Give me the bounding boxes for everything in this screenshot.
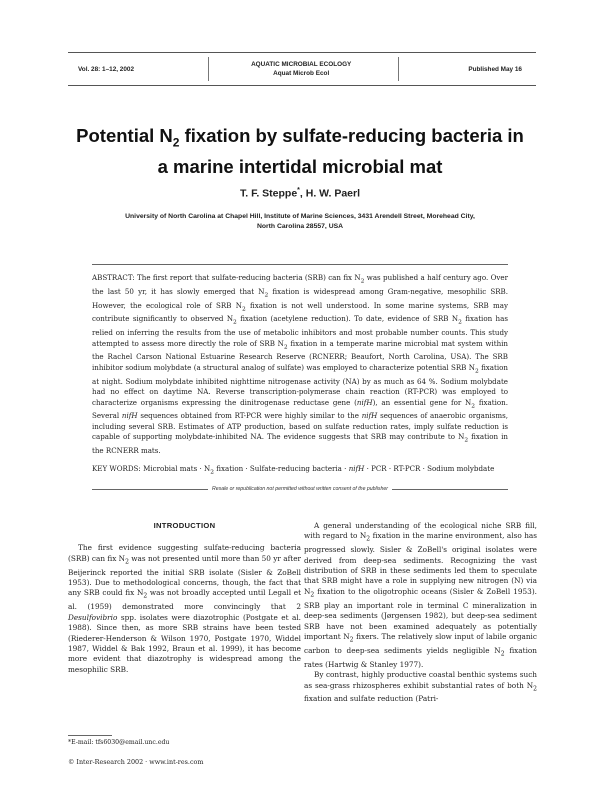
body-column-left xyxy=(68,521,301,675)
article-title: Potential $N_2$ fixation by sulfate-reducing bacteria in a marine intertidal microbial mat xyxy=(76,125,524,177)
copyright: © Inter-Research 2002 · www.int-res.com xyxy=(68,758,204,766)
intro-paragraph-3: By contrast, highly productive coastal benthic systems such as sea-grass rhizospheres exhibit substantial rates of both $N_2$ fixation and sulfate reduction (Patri- xyxy=(304,670,537,704)
journal-abbrev: Aquat Microb Ecol xyxy=(273,70,330,77)
affiliation: University of North Carolina at Chapel Hill, Institute of Marine Sciences, 3431 Arendell Street, Morehead City, North Carolina 28557, USA xyxy=(125,213,475,230)
footnote-email: *E-mail: tfs6030@email.unc.edu xyxy=(68,739,170,746)
body-column-right xyxy=(304,521,537,705)
footnote-rule xyxy=(68,735,112,736)
abstract: ABSTRACT: The first report that sulfate-reducing bacteria (SRB) can fix $N_2$ was published a half century ago. Over the last 50 yr, it has slowly emerged that $N_2$ fixation is widespread among Gram-negative, mesophilic SRB. However, the ecological role of SRB $N_2$ fixation is not well understood. In some marine systems, SRB may contribute significantly to observed $N_2$ fixation (acetylene reduction). To date, evidence of SRB $N_2$ fixation has relied on inferring the results from the use of metabolic inhibitors and most probable number counts. This study attempted to assess more directly the role of SRB $N_2$ fixation in a temperate marine microbial mat system within the Rachel Carson National Estuarine Research Reserve (RCNERR; Beaufort, North Carolina, USA). The SRB inhibitor sodium molybdate (a structural analog of sulfate) was employed to characterize potential SRB $N_2$ fixation at night. Sodium molybdate inhibited nighttime nitrogenase activity (NA) by as much as 64 %. Sodium molybdate had no effect on daytime NA. Reverse transcription-polymerase chain reaction (RT-PCR) was employed to characterize organisms expressing the dinitrogenase reductase gene (nifH), an essential gene for $N_2$ fixation. Several nifH sequences obtained from RT-PCR were highly similar to the nifH sequences of anaerobic organisms, including several SRB. Estimates of ATP production, based on sulfate reduction rates, imply sulfate reduction is capable of supporting molybdate-inhibited NA. The evidence suggests that SRB may contribute to $N_2$ fixation in the RCNERR mats. KEY WORDS: Microbial mats · $N_2$ fixation · Sulfate-reducing bacteria · nifH · PCR · RT-PCR · Sodium molybdate xyxy=(92,273,508,478)
introduction-heading: INTRODUCTION xyxy=(153,521,216,530)
published-date: Published May 16 xyxy=(468,65,522,73)
journal-header xyxy=(68,52,536,86)
corresponding-author-mark: * xyxy=(297,187,300,194)
intro-paragraph-1: The first evidence suggesting sulfate-reducing bacteria (SRB) can fix $N_2$ was not presented until more than 50 yr after Beijerinck reported the initial SRB isolate (Sisler & ZoBell 1953). Due to methodological concerns, though, the fact that any SRB could fix $N_2$ was not broadly accepted until Legall et al. (1959) demonstrated more convincingly that 2 Desulfovibrio spp. isolates were diazotrophic (Postgate et al. 1988). Since then, as more SRB strains have been tested (Riederer-Henderson & Wilson 1970, Postgate 1970, Widdel 1987, Widdel & Bak 1992, Braun et al. 1999), it has become more evident that diazotrophy is widespread among the mesophilic SRB. xyxy=(68,543,302,674)
keywords-label: KEY WORDS: xyxy=(92,464,141,474)
abstract-top-rule xyxy=(92,264,508,265)
intro-paragraph-2: A general understanding of the ecological niche SRB fill, with regard to $N_2$ fixation in the marine environment, also has progressed slowly. Sisler & ZoBell's original isolates were derived from deep-sea sediments. Recognizing the vast distribution of SRB in these sediments led them to speculate that SRB might have a role in supplying new nitrogen (N) via $N_2$ fixation to the oligotrophic oceans (Sisler & ZoBell 1953). SRB play an important role in terminal C mineralization in deep-sea sediments (Jørgensen 1982), but deep-sea sediment SRB have not been examined adequately as potentially important $N_2$ fixers. The relatively slow input of labile organic carbon to deep-sea sediments yields negligible $N_2$ fixation rates (Hartwig & Stanley 1977). xyxy=(304,521,538,669)
abstract-label: ABSTRACT: xyxy=(92,273,135,282)
authors: T. F. Steppe*, H. W. Paerl xyxy=(239,187,361,200)
resale-notice: Resale or republication not permitted without written consent of the publisher xyxy=(92,486,508,492)
journal-name: AQUATIC MICROBIAL ECOLOGY xyxy=(251,61,352,68)
keywords: KEY WORDS: Microbial mats · $N_2$ fixation · Sulfate-reducing bacteria · nifH · PCR · RT-PCR · Sodium molybdate xyxy=(92,464,495,476)
journal-title xyxy=(251,60,351,78)
volume-pages: Vol. 28: 1–12, 2002 xyxy=(78,65,135,73)
